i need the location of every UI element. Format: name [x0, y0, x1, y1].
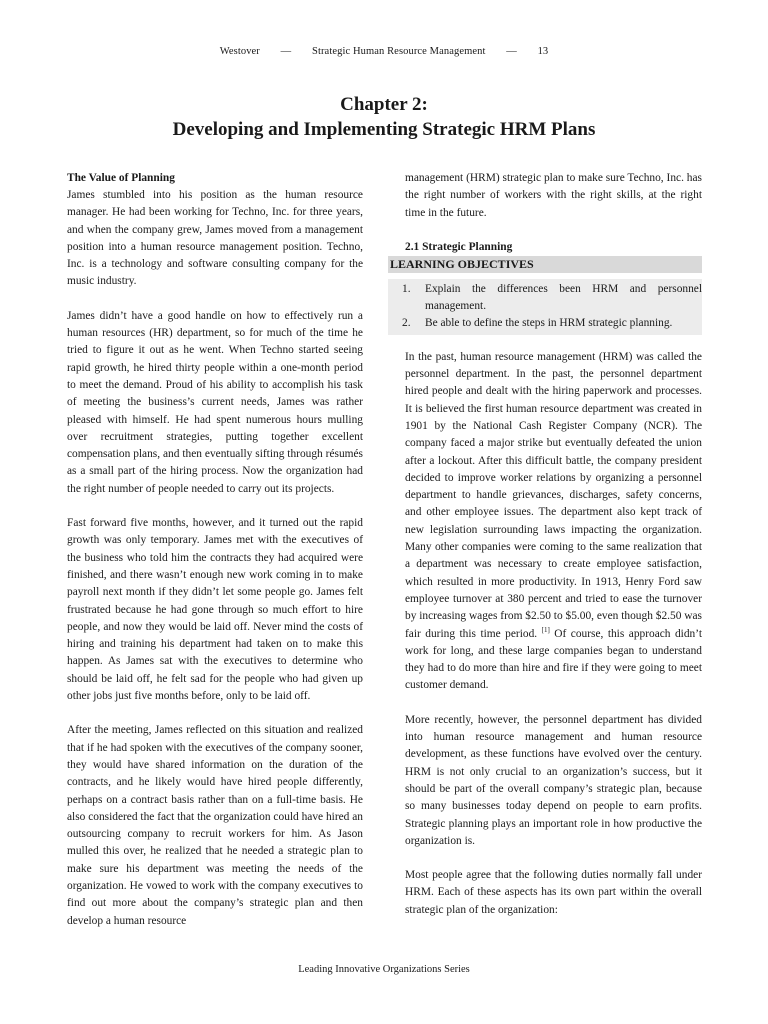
- body-paragraph: James stumbled into his position as the human resource manager. He had been working for Techno, Inc. for three years, and when the company grew, James moved from a management position into a human resource management position. Techno, Inc. is a technology and software consulting company for the music industry.: [67, 189, 363, 288]
- body-paragraph: Fast forward five months, however, and it turned out the rapid growth was only temporary. James met with the executives of the business who told him the contracts they had acquired were finished, and there wasn’t enough new work coming in to make payroll next month if they didn’t let some people go. James felt frustrated because he had gone through so much effort to hire people, and now they would be laid off. Never mind the costs of hiring and training his department had taken on to make this happen. As James sat with the executives to determine who should be laid off, he felt sad for the people who had given up other jobs just five months before, only to be laid off.: [67, 517, 363, 703]
- learning-objectives-box: [388, 279, 702, 335]
- running-header: [0, 46, 768, 57]
- header-book-title: Strategic Human Resource Management: [312, 46, 486, 57]
- header-author: Westover: [219, 46, 260, 57]
- list-number: 1.: [402, 282, 411, 295]
- section-heading-value-of-planning: The Value of Planning: [67, 172, 175, 184]
- chapter-heading: [0, 92, 768, 142]
- body-paragraph: Most people agree that the following duties normally fall under HRM. Each of these aspects has its own part within the overall strategic plan of the organization:: [405, 869, 702, 916]
- paragraph-text: Of course, this approach didn’t work for long, and these large companies began to understand they had to do more than hire and fire if they were going to meet customer demand.: [405, 627, 702, 692]
- paragraph-text: In the past, human resource management (HRM) was called the personnel department. In the past, the personnel department hired people and dealt with the hiring paperwork and processes. It is believed the first human resource department was created in 1901 by the National Cash Register Company (NCR). The company faced a major strike but eventually defeated the union after a lockout. After this difficult battle, the company president decided to improve worker relations by organizing a personnel department to handle grievances, discharges, safety concerns, and other employee issues. The department also kept track of new legislation surrounding laws impacting the organization. Many other companies were coming to the same realization that a department was necessary to create employee satisfaction, which resulted in more productivity. In 1913, Henry Ford saw employee turnover at 380 percent and tried to ease the turnover by increasing wages from $2.50 to $5.00, even though $2.50 was fair during this time period.: [405, 350, 702, 640]
- body-paragraph: James didn’t have a good handle on how to effectively run a human resources (HR) department, so for much of the time he tried to figure it out as he went. When Techno started seeing rapid growth, he hired thirty people within a one-month period to meet the demand. Proud of his ability to accomplish his task of meeting the business’s current needs, James was rather pleased with himself. He had spent numerous hours mulling over recruitment strategies, putting together excellent compensation plans, and then eventually sifting through résumés as a small part of the hiring process. Now the organization had the right number of people needed to carry out its projects.: [67, 309, 363, 495]
- objective-text: Explain the differences been HRM and personnel management.: [425, 282, 702, 313]
- learning-objectives-header: LEARNING OBJECTIVES: [388, 256, 702, 273]
- header-separator: —: [506, 46, 517, 57]
- footnote-reference[interactable]: [1]: [541, 625, 550, 634]
- body-paragraph: After the meeting, James reflected on this situation and realized that if he had spoken with the executives of the company sooner, they would have shared information on the duration of the contracts, and he likely would have hired people differently, perhaps on a contract basis rather than on a full-time basis. He also considered the fact that the organization could have hired an outsourcing company to recruit workers for him. As Jason mulled this over, he realized that he needed a strategic plan to make sure his department was meeting the needs of the organization. He vowed to work with the company executives to find out more about the company’s strategic plan and then develop a human resource: [67, 724, 363, 927]
- learning-objective-item: [402, 281, 702, 316]
- body-paragraph: [388, 349, 702, 695]
- list-number: 2.: [402, 317, 411, 330]
- right-column: [388, 170, 702, 936]
- section-heading-strategic-planning: 2.1 Strategic Planning: [405, 240, 513, 253]
- learning-objective-item: [402, 315, 702, 332]
- header-separator: —: [280, 46, 292, 57]
- body-paragraph: More recently, however, the personnel department has divided into human resource management and human resource development, as these functions have evolved over the century. HRM is not only crucial to an organization’s success, but it should be part of the overall company’s strategic plan, because so many businesses today depend on people to earn profits. Strategic planning plays an important role in how productive the organization is.: [405, 713, 702, 847]
- left-column: [67, 170, 363, 947]
- chapter-number: Chapter 2:: [340, 94, 428, 115]
- chapter-title: Developing and Implementing Strategic HRM Plans: [172, 119, 596, 140]
- header-page-number: 13: [537, 46, 549, 57]
- body-paragraph-continuation: management (HRM) strategic plan to make sure Techno, Inc. has the right number of workers with the right skills, at the right time in the future.: [405, 172, 702, 219]
- running-footer: Leading Innovative Organizations Series: [298, 964, 470, 975]
- objective-text: Be able to define the steps in HRM strategic planning.: [425, 317, 673, 330]
- learning-objectives-list: [402, 281, 702, 333]
